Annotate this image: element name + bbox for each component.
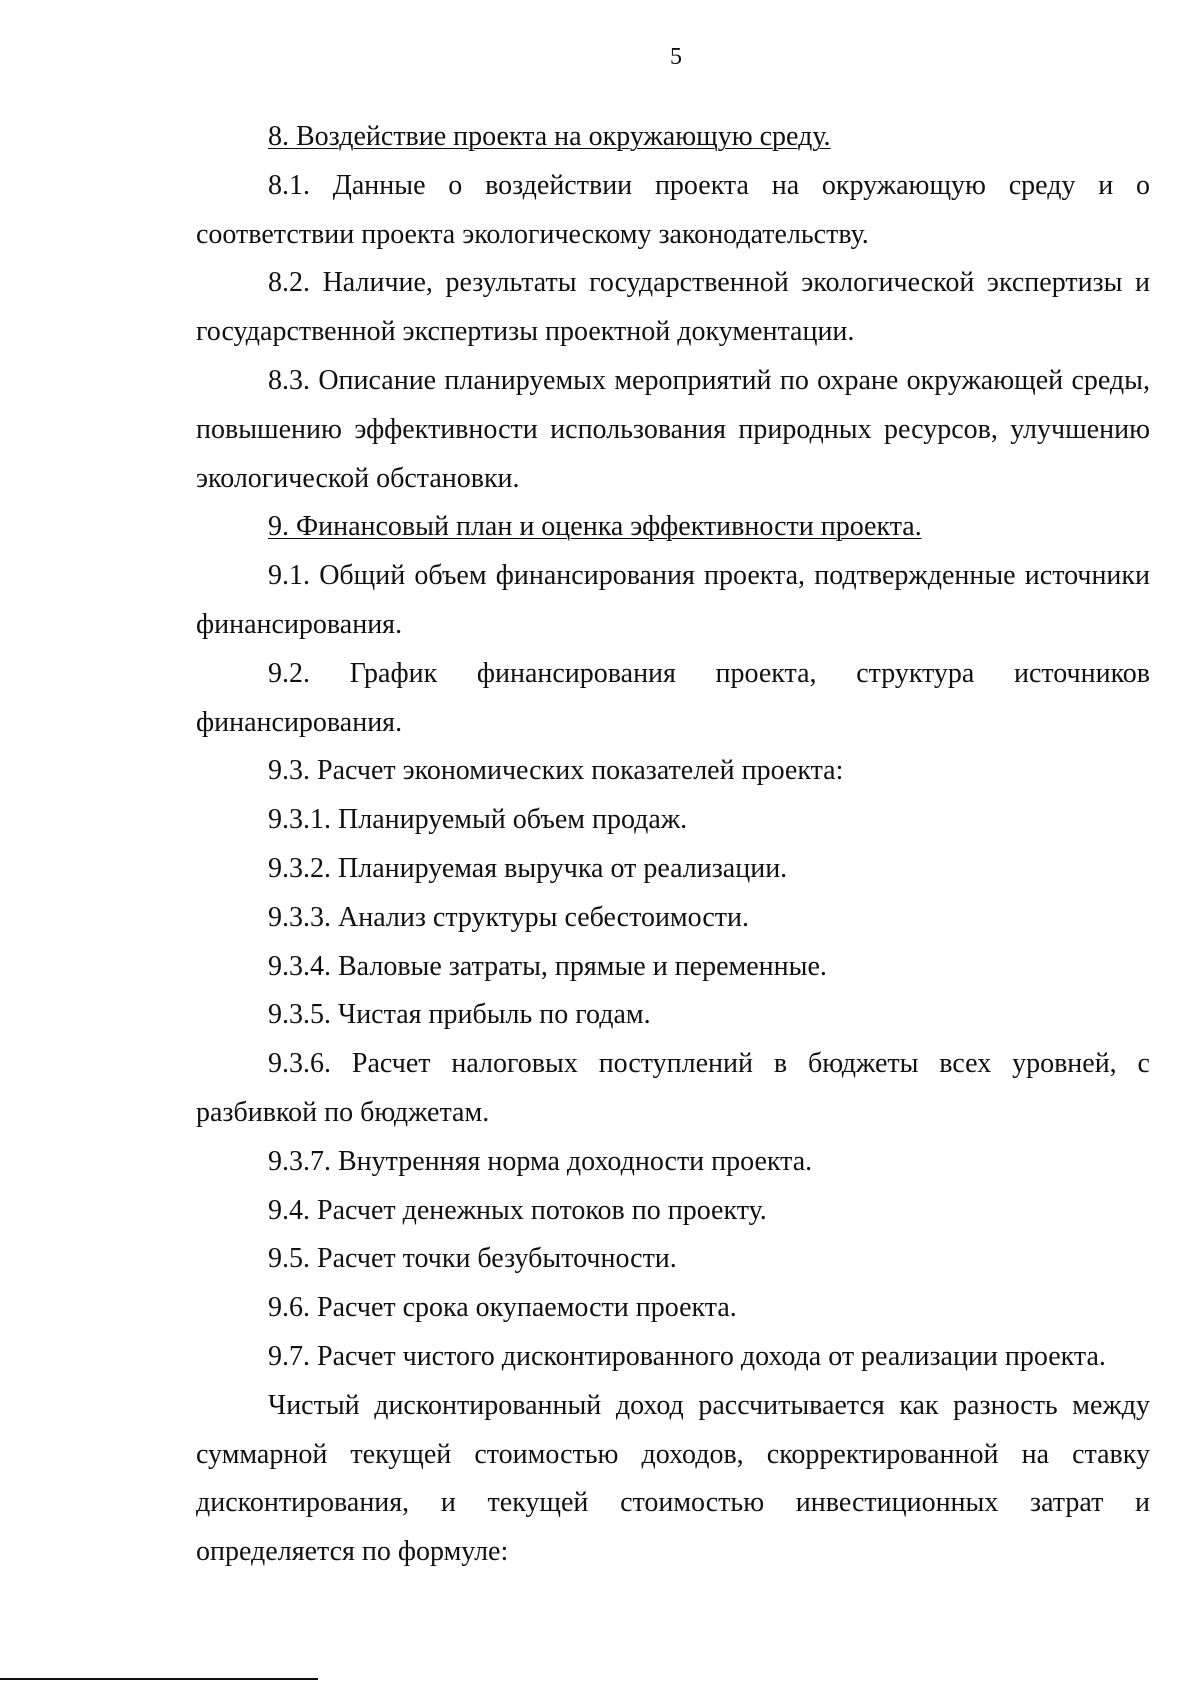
- list-item: 9.4. Расчет денежных потоков по проекту.: [268, 1194, 767, 1226]
- list-item: 9.7. Расчет чистого дисконтированного дохода от реализации проекта.: [268, 1340, 1106, 1372]
- list-item: 9.3.3. Анализ структуры себестоимости.: [268, 901, 749, 933]
- list-item: 8.2. Наличие, результаты государственной экологической экспертизы и государственной экспертизы проектной документации.: [196, 267, 1150, 348]
- section-heading: 9. Финансовый план и оценка эффективности проекта.: [268, 511, 922, 543]
- document-body: [196, 113, 1150, 1577]
- list-item: 9.6. Расчет срока окупаемости проекта.: [268, 1292, 737, 1324]
- list-item: 9.3.6. Расчет налоговых поступлений в бюджеты всех уровней, с разбивкой по бюджетам.: [196, 1048, 1150, 1128]
- list-item: 9.3.1. Планируемый объем продаж.: [268, 804, 688, 836]
- section-heading: 8. Воздействие проекта на окружающую среду.: [268, 121, 831, 152]
- list-item: 8.3. Описание планируемых мероприятий по охране окружающей среды, повышению эффективности использования природных ресурсов, улучшению экологической обстановки.: [196, 364, 1150, 494]
- list-item: 9.1. Общий объем финансирования проекта, подтвержденные источники финансирования.: [196, 560, 1150, 640]
- page-number: 5: [670, 44, 682, 70]
- list-item: 9.3. Расчет экономических показателей проекта:: [268, 755, 844, 787]
- list-item: 8.1. Данные о воздействии проекта на окружающую среду и о соответствии проекта экологическому законодательству.: [196, 169, 1150, 250]
- footnote-rule: [0, 1678, 318, 1680]
- list-item: 9.2. График финансирования проекта, структура источников финансирования.: [196, 657, 1150, 738]
- list-item: 9.5. Расчет точки безубыточности.: [268, 1243, 677, 1275]
- list-item: 9.3.5. Чистая прибыль по годам.: [268, 999, 651, 1031]
- list-item: 9.3.4. Валовые затраты, прямые и переменные.: [268, 950, 827, 982]
- formula-intro-paragraph: Чистый дисконтированный доход рассчитывается как разность между суммарной текущей стоимостью доходов, скорректированной на ставку дисконтирования, и текущей стоимостью инвестиционных затрат и определяется по формуле:: [196, 1389, 1150, 1568]
- list-item: 9.3.7. Внутренняя норма доходности проекта.: [268, 1145, 813, 1177]
- list-item: 9.3.2. Планируемая выручка от реализации.: [268, 852, 788, 884]
